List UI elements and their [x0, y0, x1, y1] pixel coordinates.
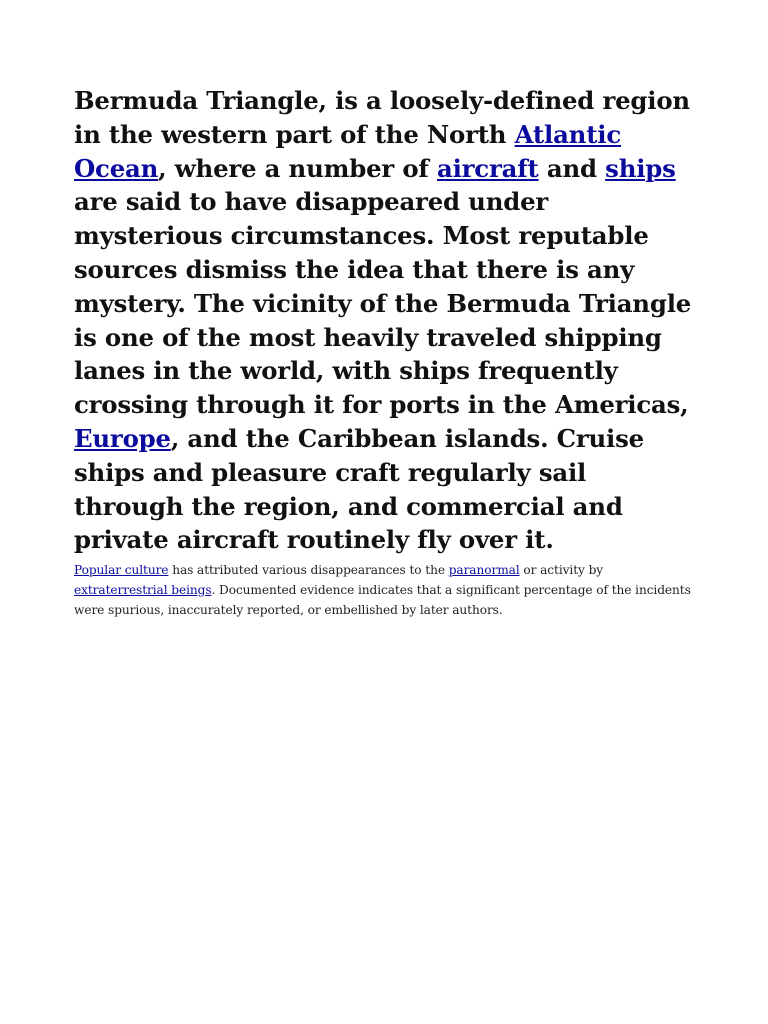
extraterrestrial-beings-link[interactable]: extraterrestrial beings	[74, 583, 212, 598]
lead-text: and	[538, 153, 606, 183]
body-paragraph	[74, 560, 698, 620]
popular-culture-link[interactable]: Popular culture	[74, 563, 169, 578]
lead-text: , and the Caribbean islands. Cruise ships and pleasure craft regularly sail through the region, and commercial and private aircraft routinely fly over it.	[74, 423, 644, 555]
aircraft-link[interactable]: aircraft	[436, 153, 539, 183]
body-text: or activity by	[519, 563, 604, 578]
body-text: . Documented evidence indicates that a significant percentage of the incidents were spurious, inaccurately reported, or embellished by later authors.	[74, 583, 691, 618]
paranormal-link[interactable]: paranormal	[448, 563, 520, 578]
lead-text: Bermuda Triangle, is a loosely-defined region in the western part of the North	[74, 86, 690, 149]
atlantic-ocean-link[interactable]: Atlantic Ocean	[74, 119, 621, 183]
ships-link[interactable]: ships	[605, 153, 676, 183]
lead-text: , where a number of	[158, 153, 437, 183]
europe-link[interactable]: Europe	[74, 423, 171, 453]
lead-text: are said to have disappeared under mysterious circumstances. Most reputable sources dismiss the idea that there is any mystery. The vicinity of the Bermuda Triangle is one of the most heavily traveled shipping lanes in the world, with ships frequently crossing through it for ports in the Americas,	[74, 187, 692, 420]
body-text: has attributed various disappearances to the	[168, 563, 449, 578]
document-page	[74, 84, 698, 620]
lead-paragraph	[74, 84, 698, 557]
